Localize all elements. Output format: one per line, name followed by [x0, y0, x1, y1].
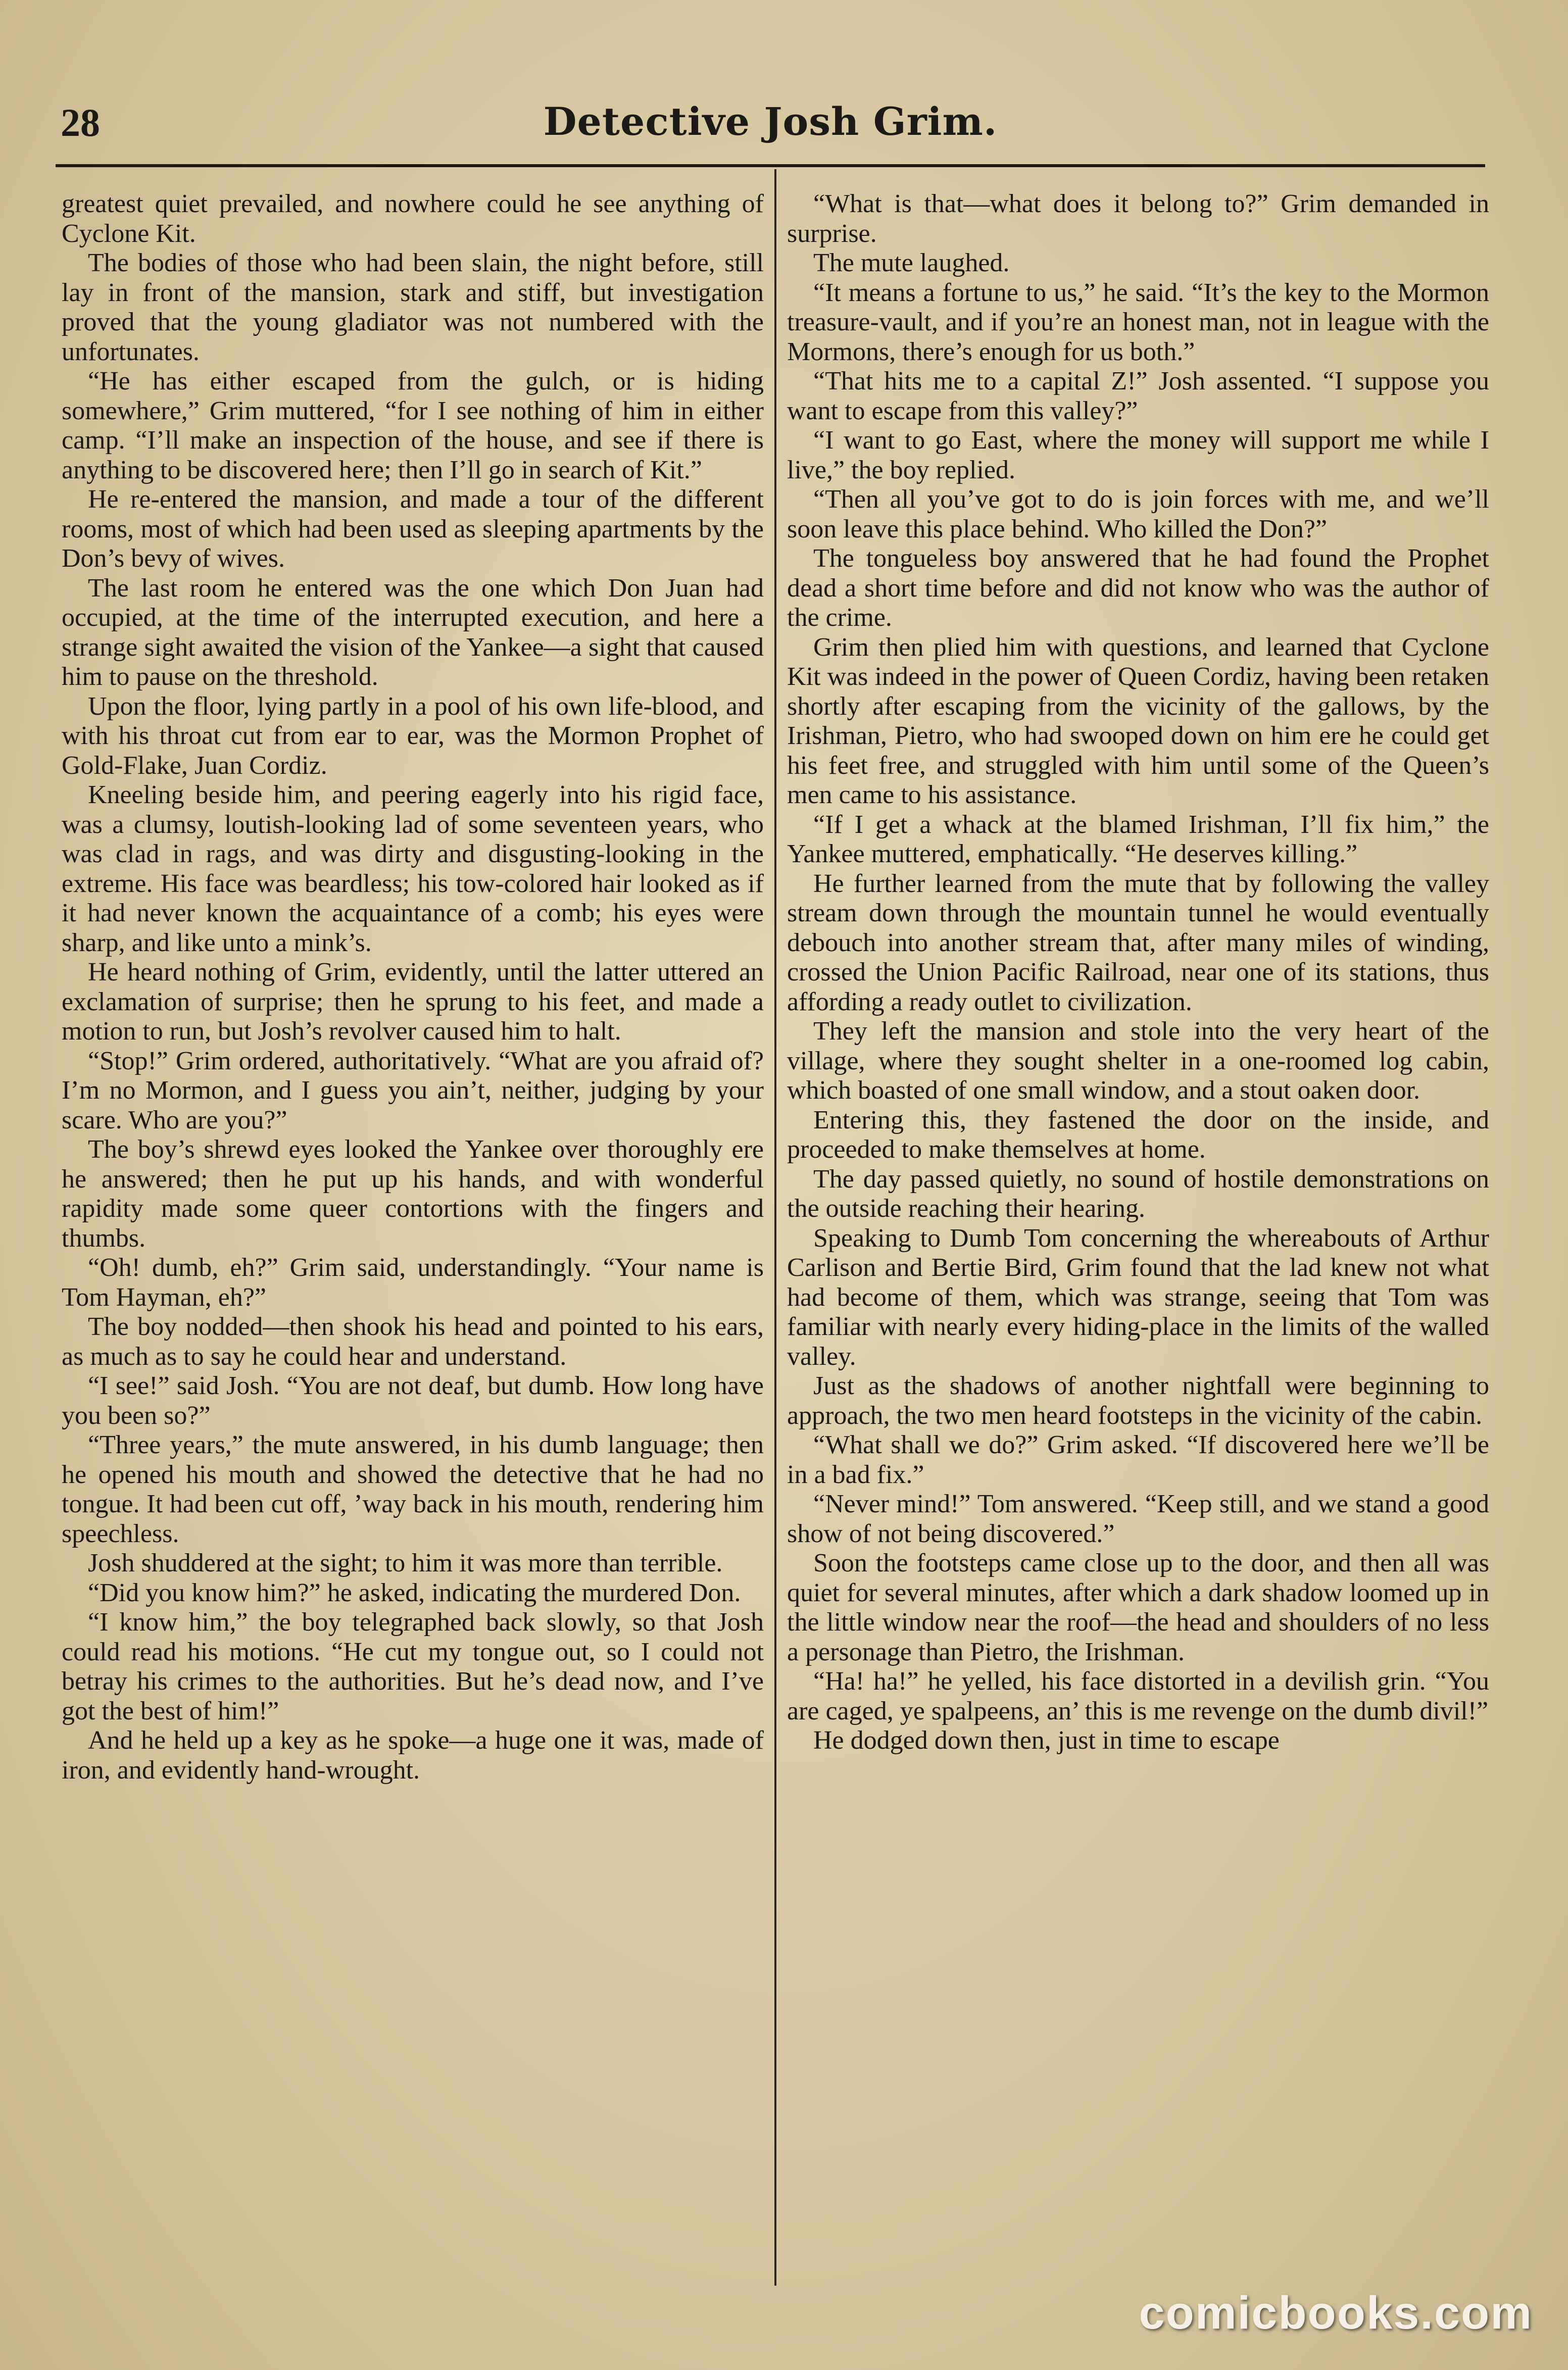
paragraph: “If I get a whack at the blamed Irishman, I’ll fix him,” the Yankee muttered, emphatically. “He deserves killing.”: [787, 810, 1489, 868]
page-header: [61, 86, 1480, 146]
paragraph: The tongueless boy answered that he had found the Prophet dead a short time before and did not know who was the author of the crime.: [787, 544, 1489, 632]
paragraph: The bodies of those who had been slain, the night before, still lay in front of the mansion, stark and stiff, but investigation proved that the young gladiator was not numbered with the unfortunates.: [62, 249, 764, 366]
paragraph: “Never mind!” Tom answered. “Keep still, and we stand a good show of not being discovered.”: [787, 1490, 1489, 1548]
paragraph: Entering this, they fastened the door on the inside, and proceeded to make themselves at home.: [787, 1105, 1489, 1164]
paragraph: “Stop!” Grim ordered, authoritatively. “What are you afraid of? I’m no Mormon, and I guess you ain’t, neither, judging by your scare. Who are you?”: [62, 1046, 764, 1134]
paragraph: greatest quiet prevailed, and nowhere could he see anything of Cyclone Kit.: [62, 189, 764, 248]
paragraph: Just as the shadows of another nightfall were beginning to approach, the two men heard footsteps in the vicinity of the cabin.: [787, 1371, 1489, 1430]
paragraph: Upon the floor, lying partly in a pool of his own life-blood, and with his throat cut from ear to ear, was the Mormon Prophet of Gold-Flake, Juan Cordiz.: [62, 692, 764, 780]
paragraph: He dodged down then, just in time to escape: [813, 1726, 1280, 1755]
paragraph: Josh shuddered at the sight; to him it was more than terrible.: [88, 1549, 723, 1577]
paragraph: “That hits me to a capital Z!” Josh assented. “I suppose you want to escape from this valley?”: [787, 367, 1489, 425]
paragraph: “He has either escaped from the gulch, or is hiding somewhere,” Grim muttered, “for I see nothing of him in either camp. “I’ll make an inspection of the house, and see if there is anything to be discovered here; then I’ll go in search of Kit.”: [62, 367, 764, 484]
paragraph: The day passed quietly, no sound of hostile demonstrations on the outside reaching their hearing.: [787, 1164, 1489, 1223]
running-title: Detective Josh Grim.: [543, 99, 998, 144]
paragraph: Soon the footsteps came close up to the door, and then all was quiet for several minutes, after which a dark shadow loomed up in the little window near the roof—the head and shoulders of no less a personage than Pietro, the Irishman.: [787, 1549, 1489, 1666]
right-column: [787, 189, 1489, 2291]
paragraph: He re-entered the mansion, and made a tour of the different rooms, most of which had been used as sleeping apartments by the Don’s bevy of wives.: [62, 485, 764, 573]
paragraph: Kneeling beside him, and peering eagerly into his rigid face, was a clumsy, loutish-looking lad of some seventeen years, who was clad in rags, and was dirty and disgusting-looking in the extreme. His face was beardless; his tow-colored hair looked as if it had never known the acquaintance of a comb; his eyes were sharp, and like unto a mink’s.: [62, 780, 764, 957]
paragraph: The mute laughed.: [813, 249, 1010, 277]
paragraph: “Ha! ha!” he yelled, his face distorted in a devilish grin. “You are caged, ye spalpeens, an’ this is me revenge on the dumb divil!”: [787, 1667, 1489, 1725]
watermark: comicbooks.com: [1139, 2287, 1533, 2339]
paragraph: “I want to go East, where the money will support me while I live,” the boy replied.: [787, 426, 1489, 484]
paragraph: The boy nodded—then shook his head and pointed to his ears, as much as to say he could hear and understand.: [62, 1312, 764, 1371]
paragraph: “Did you know him?” he asked, indicating the murdered Don.: [88, 1578, 741, 1607]
paragraph: “Three years,” the mute answered, in his dumb language; then he opened his mouth and showed the detective that he had no tongue. It had been cut off, ’way back in his mouth, rendering him speechless.: [62, 1430, 764, 1548]
paragraph: “I know him,” the boy telegraphed back slowly, so that Josh could read his motions. “He cut my tongue out, so I could not betray his crimes to the authorities. But he’s dead now, and I’ve got the best of him!”: [62, 1608, 764, 1725]
paragraph: Speaking to Dumb Tom concerning the whereabouts of Arthur Carlison and Bertie Bird, Grim found that the lad knew not what had become of them, which was strange, seeing that Tom was familiar with nearly every hiding-place in the limits of the walled valley.: [787, 1223, 1489, 1371]
header-rule: [56, 164, 1485, 167]
paragraph: “I see!” said Josh. “You are not deaf, but dumb. How long have you been so?”: [62, 1371, 764, 1430]
paragraph: The boy’s shrewd eyes looked the Yankee over thoroughly ere he answered; then he put up his hands, and with wonderful rapidity made some queer contortions with the fingers and thumbs.: [62, 1135, 764, 1253]
paragraph: And he held up a key as he spoke—a huge one it was, made of iron, and evidently hand-wrought.: [62, 1726, 764, 1785]
left-column: [62, 189, 764, 2291]
paragraph: “Then all you’ve got to do is join forces with me, and we’ll soon leave this place behind. Who killed the Don?”: [787, 485, 1489, 544]
paragraph: Grim then plied him with questions, and learned that Cyclone Kit was indeed in the power of Queen Cordiz, having been retaken shortly after escaping from the vicinity of the gallows, by the Irishman, Pietro, who had swooped down on him ere he could get his feet free, and struggled with him until some of the Queen’s men came to his assistance.: [787, 632, 1489, 809]
paragraph: They left the mansion and stole into the very heart of the village, where they sought shelter in a one-roomed log cabin, which boasted of one small window, and a stout oaken door.: [787, 1017, 1489, 1105]
paragraph: He heard nothing of Grim, evidently, until the latter uttered an exclamation of surprise; then he sprung to his feet, and made a motion to run, but Josh’s revolver caused him to halt.: [62, 958, 764, 1046]
paragraph: The last room he entered was the one which Don Juan had occupied, at the time of the interrupted execution, and here a strange sight awaited the vision of the Yankee—a sight that caused him to pause on the threshold.: [62, 573, 764, 691]
paragraph: “What shall we do?” Grim asked. “If discovered here we’ll be in a bad fix.”: [787, 1430, 1489, 1489]
column-divider: [774, 169, 776, 2286]
paragraph: “What is that—what does it belong to?” Grim demanded in surprise.: [787, 189, 1489, 248]
page-number: 28: [61, 101, 100, 144]
paragraph: “It means a fortune to us,” he said. “It’s the key to the Mormon treasure-vault, and if you’re an honest man, not in league with the Mormons, there’s enough for us both.”: [787, 278, 1489, 366]
paragraph: “Oh! dumb, eh?” Grim said, understandingly. “Your name is Tom Hayman, eh?”: [62, 1253, 764, 1312]
paragraph: He further learned from the mute that by following the valley stream down through the mountain tunnel he would eventually debouch into another stream that, after many miles of winding, crossed the Union Pacific Railroad, near one of its stations, thus affording a ready outlet to civilization.: [787, 869, 1489, 1016]
